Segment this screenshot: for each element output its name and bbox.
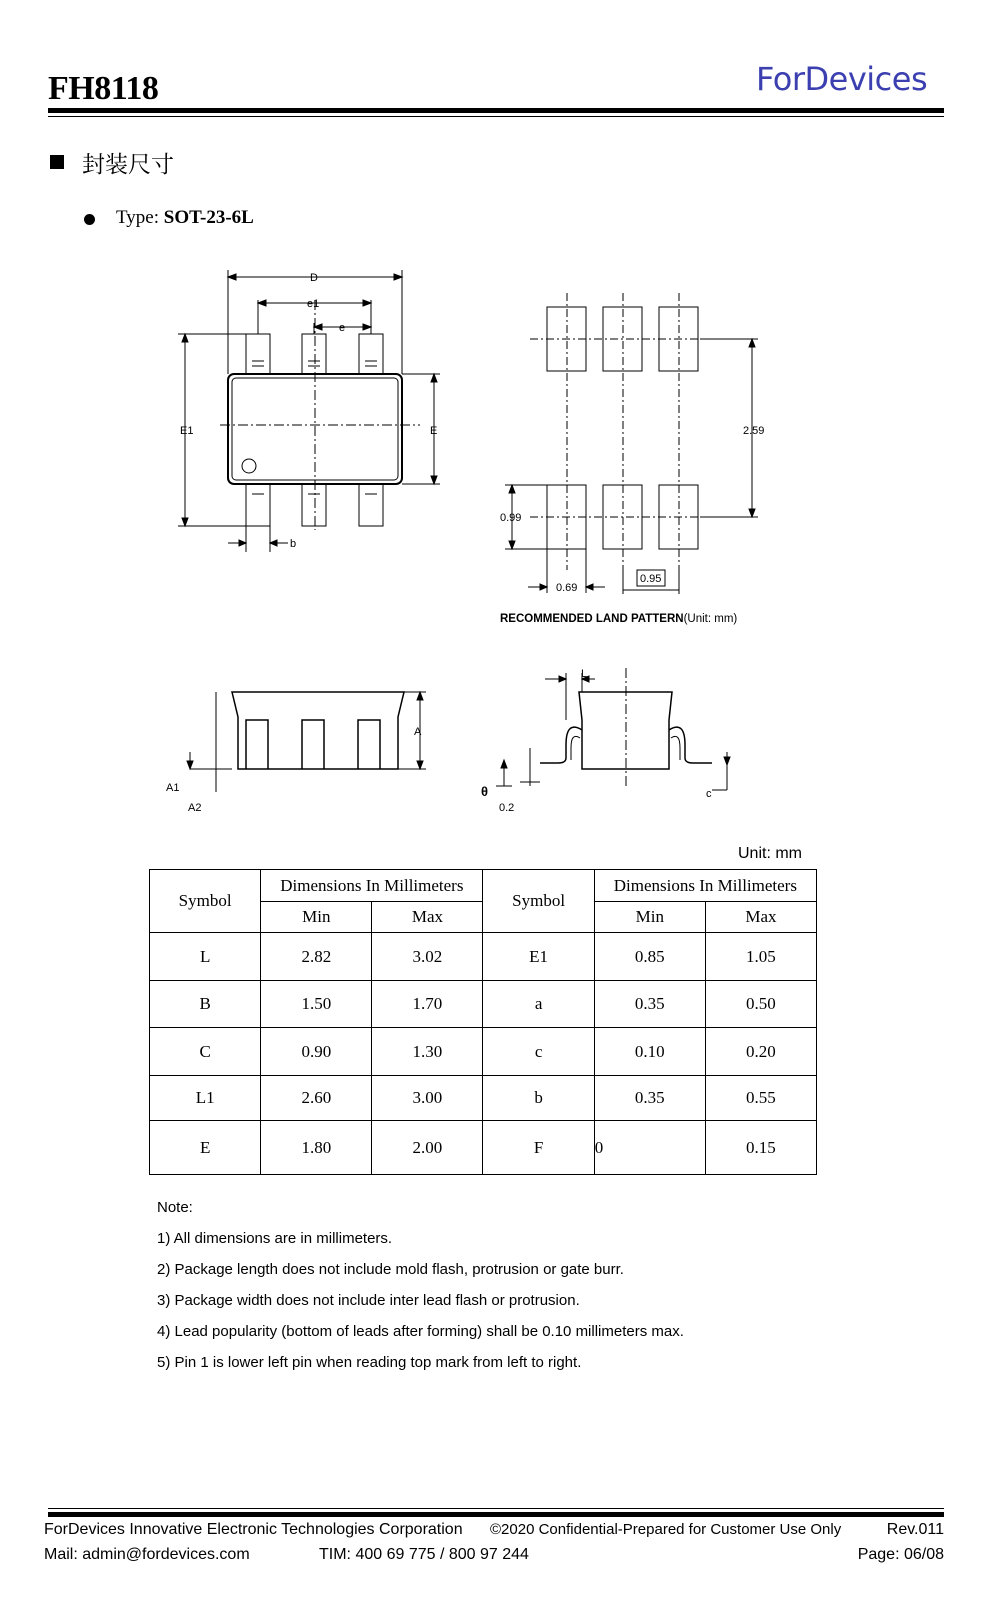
table-cell: L1 [150, 1076, 261, 1121]
note-item: 4) Lead popularity (bottom of leads after forming) shall be 0.10 millimeters max. [157, 1323, 684, 1340]
brand-logo: ForDevices [756, 60, 928, 98]
note-item: 2) Package length does not include mold flash, protrusion or gate burr. [157, 1261, 624, 1278]
table-cell: E [150, 1121, 261, 1175]
header-max-right: Max [705, 902, 816, 933]
table-cell: 1.80 [261, 1121, 372, 1175]
table-row [150, 1121, 817, 1175]
side-view [187, 692, 426, 792]
top-view [178, 270, 440, 552]
end-view [496, 668, 730, 790]
table-cell: 0.50 [705, 981, 816, 1028]
header-min-left: Min [261, 902, 372, 933]
table-cell: 3.00 [372, 1076, 483, 1121]
table-cell: 0.10 [594, 1028, 705, 1076]
dim-label-theta: θ [481, 784, 489, 799]
table-cell: b [483, 1076, 594, 1121]
table-cell: 1.70 [372, 981, 483, 1028]
table-unit: Unit: mm [738, 845, 802, 862]
header-dimensions-left: Dimensions In Millimeters [261, 870, 483, 902]
table-cell: 1.05 [705, 933, 816, 981]
footer-page: Page: 06/08 [857, 1546, 944, 1563]
dim-label-a: A [414, 726, 422, 738]
dim-label-lead-gap: 0.2 [499, 802, 515, 814]
note-item: 1) All dimensions are in millimeters. [157, 1230, 393, 1247]
table-row [150, 1076, 817, 1121]
dim-label-e1-body: E1 [180, 425, 194, 437]
header-symbol-right: Symbol [483, 870, 594, 933]
footer-mail: Mail: admin@fordevices.com [44, 1546, 250, 1563]
dim-label-a1: A1 [166, 782, 180, 794]
table-cell: a [483, 981, 594, 1028]
footer-confidential: ©2020 Confidential-Prepared for Customer Use Only [490, 1521, 842, 1538]
land-height-label: 2.59 [743, 425, 765, 437]
table-cell: c [483, 1028, 594, 1076]
land-pad-height-label: 0.99 [500, 512, 522, 524]
table-row [150, 933, 817, 981]
dim-label-a2: A2 [188, 802, 202, 814]
table-row [150, 1028, 817, 1076]
footer-rule-thin [48, 1508, 944, 1509]
section-title: 封装尺寸 [82, 152, 174, 178]
table-cell: B [150, 981, 261, 1028]
table-cell: E1 [483, 933, 594, 981]
note-item: 5) Pin 1 is lower left pin when reading top mark from left to right. [157, 1354, 582, 1371]
header-max-left: Max [372, 902, 483, 933]
package-type-label: Type: [116, 207, 159, 228]
table-cell: 1.50 [261, 981, 372, 1028]
table-cell: 1.30 [372, 1028, 483, 1076]
dimensions-table [149, 869, 817, 1175]
header-dimensions-right: Dimensions In Millimeters [594, 870, 816, 902]
footer-rule-thick [48, 1512, 944, 1517]
land-pitch-label: 0.95 [640, 573, 662, 585]
package-type-value: SOT-23-6L [163, 207, 254, 228]
notes-title: Note: [157, 1199, 193, 1216]
table-cell: 0.15 [705, 1121, 816, 1175]
table-cell: 0.85 [594, 933, 705, 981]
table-cell: 0.20 [705, 1028, 816, 1076]
table-row [150, 981, 817, 1028]
table-cell: F [483, 1121, 594, 1175]
dim-label-e1: e1 [307, 298, 320, 310]
dim-label-d: D [310, 272, 318, 284]
footer-company: ForDevices Innovative Electronic Technologies Corporation [44, 1521, 463, 1538]
table-cell: 0.55 [705, 1076, 816, 1121]
land-pattern-caption: RECOMMENDED LAND PATTERN(Unit: mm) [500, 613, 738, 625]
table-cell: 0 [594, 1121, 705, 1175]
table-cell: 2.00 [372, 1121, 483, 1175]
notes [157, 1192, 684, 1378]
table-cell: 3.02 [372, 933, 483, 981]
header-min-right: Min [594, 902, 705, 933]
dim-label-e-body: E [430, 425, 438, 437]
table-cell: 2.82 [261, 933, 372, 981]
land-pad-width-label: 0.69 [556, 582, 578, 594]
table-cell: 2.60 [261, 1076, 372, 1121]
footer-tel: TIM: 400 69 775 / 800 97 244 [319, 1546, 529, 1563]
table-header-row [150, 870, 817, 902]
table-cell: L [150, 933, 261, 981]
table-cell: 0.35 [594, 981, 705, 1028]
dim-label-b: b [290, 538, 297, 550]
part-number: FH8118 [48, 70, 159, 107]
dim-label-l: L [581, 668, 588, 680]
table-cell: 0.90 [261, 1028, 372, 1076]
footer-rev: Rev.011 [886, 1521, 944, 1538]
dim-label-e: e [339, 322, 346, 334]
dim-label-c: c [706, 788, 712, 800]
header-symbol-left: Symbol [150, 870, 261, 933]
table-cell: C [150, 1028, 261, 1076]
note-item: 3) Package width does not include inter lead flash or protrusion. [157, 1292, 580, 1309]
land-pattern [505, 293, 758, 594]
table-cell: 0.35 [594, 1076, 705, 1121]
